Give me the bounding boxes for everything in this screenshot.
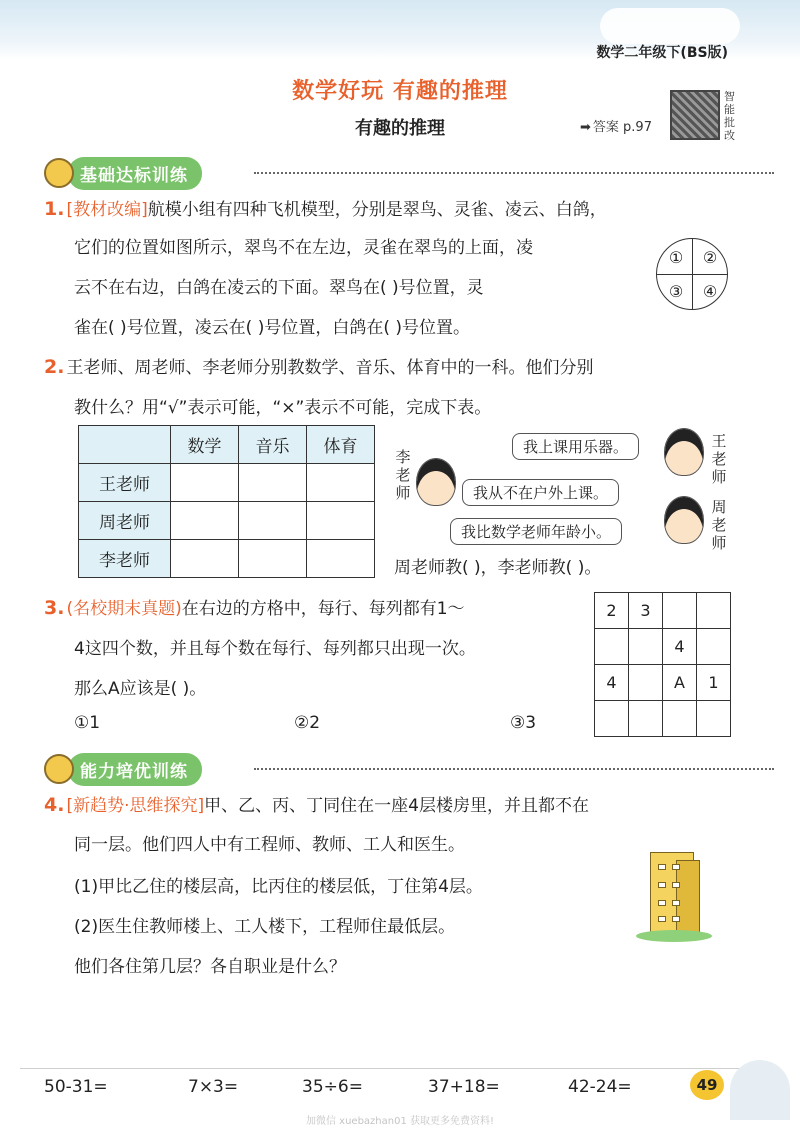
answer-cell[interactable] [239,540,307,578]
q4-line-2: 同一层。他们四人中有工程师、教师、工人和医生。 [74,835,465,855]
grid-cell [663,593,697,629]
table-header-cell: 体育 [307,426,375,464]
watermark-text: 加微信 xuebazhan01 获取更多免费资料! [305,1116,495,1127]
table-row [79,502,375,540]
grid-cell [697,629,731,665]
answer-cell[interactable] [171,502,239,540]
q2-number: 2. [44,356,65,378]
q1-text-1: 航模小组有四种飞机模型，分别是翠鸟、灵雀、凌云、白鸽， [147,200,607,220]
row-label: 周老师 [79,502,171,540]
speech-bubble-wang: 我上课用乐器。 [512,433,639,460]
answer-reference [580,116,652,135]
window [658,882,666,888]
row-label: 李老师 [79,540,171,578]
q4-line-3: (1)甲比乙住的楼层高，比丙住的楼层低，丁住第4层。 [74,877,483,897]
q3-line-2: 4这四个数，并且每个数在每行、每列都只出现一次。 [74,639,476,659]
grid-row [595,701,731,737]
chapter-title: 数学好玩 有趣的推理 [292,79,508,104]
table-row [79,464,375,502]
q3-line-1 [44,598,465,619]
dotted-divider [254,172,774,174]
section-basic-label: 基础达标训练 [68,157,202,190]
dotted-divider [254,768,774,770]
grid-cell [629,701,663,737]
building-side [676,860,700,938]
grid-cell [595,701,629,737]
book-title: 数学二年级下(BS版) [596,45,728,61]
window [672,882,680,888]
grid-cell [697,701,731,737]
number-grid [594,592,731,737]
grid-cell [663,701,697,737]
label-zhou-teacher: 周老师 [711,498,727,552]
cloud-decoration [600,8,740,44]
q3-tag: (名校期末真题) [66,599,182,619]
grid-cell [629,665,663,701]
grid-cell [697,593,731,629]
quadrant-1: ① [668,248,684,267]
circle-divider-vertical [692,239,693,310]
table-header-row [79,426,375,464]
q4-line-1 [44,795,589,816]
window [658,864,666,870]
q1-number: 1. [44,198,65,220]
answer-cell[interactable] [239,464,307,502]
q2-text-1: 王老师、周老师、李老师分别教数学、音乐、体育中的一科。他们分别 [66,358,594,378]
grass [636,930,712,942]
table-header-cell: 数学 [171,426,239,464]
arrow-right-icon: ➡ [580,120,591,135]
grid-cell: 4 [595,665,629,701]
q4-tag: [新趋势·思维探究] [66,796,205,816]
quadrant-3: ③ [668,282,684,301]
answer-cell[interactable] [171,540,239,578]
mental-calc-4: 37+18= [428,1077,500,1097]
quadrant-2: ② [702,248,718,267]
grid-cell [595,629,629,665]
grid-cell: 2 [595,593,629,629]
q2-answer-line: 周老师教( )，李老师教( )。 [394,558,602,578]
grid-cell: A [663,665,697,701]
grid-cell: 4 [663,629,697,665]
teacher-subject-table [78,425,375,578]
mental-calc-2: 7×3= [188,1077,239,1097]
mental-calc-3: 35÷6= [302,1077,363,1097]
answer-cell[interactable] [239,502,307,540]
q1-line-2: 它们的位置如图所示，翠鸟不在左边，灵雀在翠鸟的上面，凌 [74,238,533,258]
q3-text-1: 在右边的方格中，每行、每列都有1～ [181,599,465,619]
q1-line-3: 云不在右边，白鸽在凌云的下面。翠鸟在( )号位置，灵 [74,278,484,298]
mental-calc-1: 50-31= [44,1077,108,1097]
table-row [79,540,375,578]
q4-line-5: 他们各住第几层？各自职业是什么？ [74,957,346,977]
grid-cell: 3 [629,593,663,629]
grid-cell: 1 [697,665,731,701]
row-label: 王老师 [79,464,171,502]
q4-text-1: 甲、乙、丙、丁同住在一座4层楼房里，并且都不在 [204,796,589,816]
answer-cell[interactable] [307,502,375,540]
table-header-cell [79,426,171,464]
page-number: 49 [690,1070,724,1100]
li-teacher-avatar [416,458,456,506]
answer-cell[interactable] [307,540,375,578]
building-icon [636,852,712,940]
window [658,900,666,906]
q2-line-2: 教什么？用“√”表示可能，“×”表示不可能，完成下表。 [74,398,492,418]
zhou-teacher-avatar [664,496,704,544]
q3-option-2[interactable]: ②2 [294,713,321,733]
q1-line-4: 雀在( )号位置，凌云在( )号位置，白鸽在( )号位置。 [74,318,471,338]
lesson-title: 有趣的推理 [355,118,445,139]
qr-label: 智能批改 [724,90,735,142]
section-ability-label: 能力培优训练 [68,753,202,786]
mascot-icon [44,158,74,188]
mental-calc-5: 42-24= [568,1077,632,1097]
window [672,916,680,922]
window [672,900,680,906]
wang-teacher-avatar [664,428,704,476]
q3-option-3[interactable]: ③3 [510,713,537,733]
qr-code-icon[interactable] [670,90,720,140]
q4-line-4: (2)医生住教师楼上、工人楼下，工程师住最低层。 [74,917,456,937]
grid-row [595,665,731,701]
q3-line-3: 那么A应该是( )。 [74,679,207,699]
q1-line-1 [44,199,607,220]
quadrant-4: ④ [702,282,718,301]
footer-divider [20,1068,780,1069]
corner-decoration [730,1060,790,1120]
speech-bubble-li: 我从不在户外上课。 [462,479,619,506]
grid-row [595,593,731,629]
label-li-teacher: 李老师 [395,448,411,502]
table-header-cell: 音乐 [239,426,307,464]
speech-bubble-zhou: 我比数学老师年龄小。 [450,518,622,545]
section-basic-header [44,156,202,190]
answer-cell[interactable] [171,464,239,502]
q2-line-1 [44,357,593,378]
mascot-icon [44,754,74,784]
grid-row [595,629,731,665]
label-wang-teacher: 王老师 [711,432,727,486]
answer-ref-text: 答案 p.97 [592,120,652,135]
window [658,916,666,922]
q3-number: 3. [44,597,65,619]
q1-tag: [教材改编] [66,200,148,220]
window [672,864,680,870]
grid-cell [629,629,663,665]
position-circle-diagram [656,238,728,310]
section-ability-header [44,752,202,786]
q4-number: 4. [44,794,65,816]
answer-cell[interactable] [307,464,375,502]
q3-option-1[interactable]: ①1 [74,713,101,733]
